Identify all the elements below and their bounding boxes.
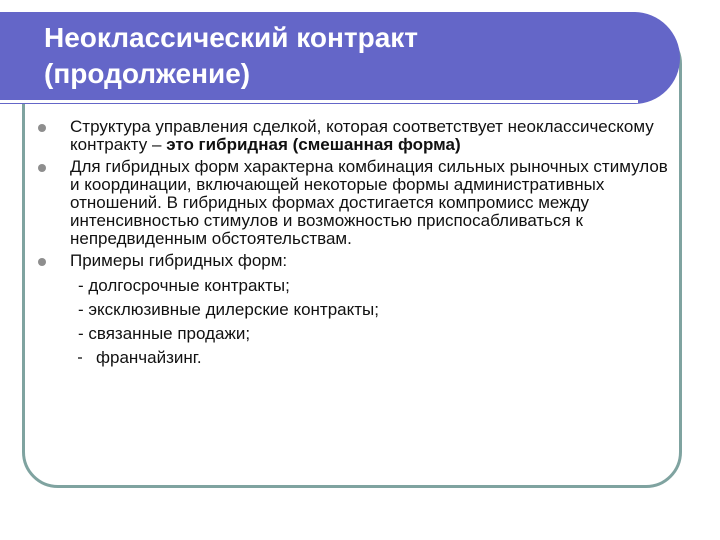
bullet-item [36, 252, 676, 270]
title-line-1: Неоклассический контракт [44, 22, 418, 53]
example-item: - долгосрочные контракты; [78, 276, 290, 295]
example-item: - эксклюзивные дилерские контракты; [78, 300, 379, 319]
bullet-text-bold: это гибридная (смешанная форма) [166, 135, 461, 154]
title-underline [0, 100, 638, 103]
bullet-icon [38, 164, 46, 172]
bullet-item [36, 158, 676, 248]
example-item [36, 346, 676, 370]
bullet-icon [38, 258, 46, 266]
bullet-text: Примеры гибридных форм: [70, 251, 288, 270]
dash-icon [78, 357, 82, 359]
slide-title [44, 20, 644, 92]
example-item-text: франчайзинг. [96, 348, 202, 367]
title-line-2: (продолжение) [44, 58, 251, 89]
bullet-text: Структура управления сделкой, которая соответствует неоклассическому контракту – [70, 117, 654, 154]
slide-body [36, 118, 676, 370]
bullet-icon [38, 124, 46, 132]
bullet-text: Для гибридных форм характерна комбинация сильных рыночных стимулов и координации, включающей некоторые формы административных отношений. В гибридных формах достигается компромисс между интенсивностью стимулов и возможностью приспосабливаться к непредвиденным обстоятельствам. [70, 157, 668, 248]
example-item: - связанные продажи; [78, 324, 251, 343]
bullet-item [36, 118, 676, 154]
